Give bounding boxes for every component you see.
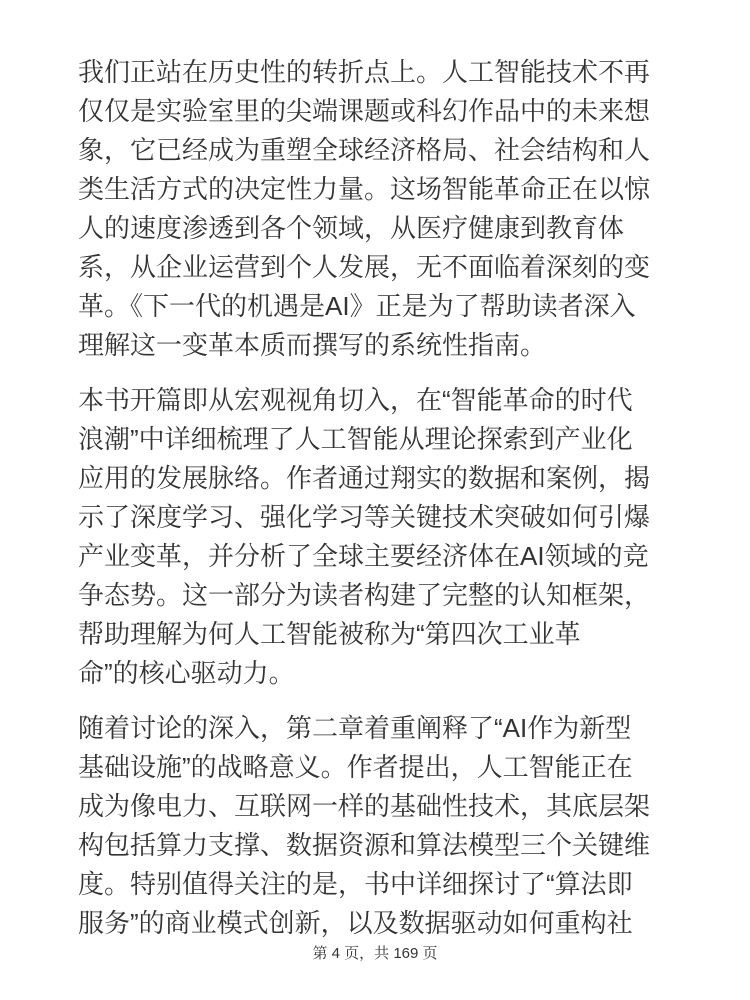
paragraph-3 [78, 709, 678, 943]
paragraph-1 [78, 53, 678, 365]
text-line: 随着讨论的深入，第二章着重阐释了“AI作为新型 [78, 713, 632, 743]
text-line: 基础设施”的战略意义。作者提出，人工智能正在 [78, 752, 633, 782]
text-line: 我们正站在历史性的转折点上。人工智能技术不再 [78, 57, 651, 87]
page-footer: 第 4 页，共 169 页 [312, 945, 438, 962]
text-line: 争态势。这一部分为读者构建了完整的认知框架， [78, 580, 651, 610]
text-line: 帮助理解为何人工智能被称为“第四次工业革 [78, 619, 581, 649]
text-line: 人的速度渗透到各个领域，从医疗健康到教育体 [78, 213, 625, 243]
text-line: 命”的核心驱动力。 [78, 658, 295, 688]
text-line: 构包括算力支撑、数据资源和算法模型三个关键维 [78, 830, 651, 860]
text-line: 成为像电力、互联网一样的基础性技术，其底层架 [78, 791, 651, 821]
text-line: 理解这一变革本质而撰写的系统性指南。 [78, 330, 547, 360]
paragraph-2 [78, 381, 678, 693]
page-body [78, 53, 678, 959]
text-line: 服务”的商业模式创新，以及数据驱动如何重构社 [78, 908, 633, 938]
text-line: 本书开篇即从宏观视角切入，在“智能革命的时代 [78, 385, 633, 415]
text-line: 应用的发展脉络。作者通过翔实的数据和案例，揭 [78, 463, 651, 493]
text-line: 类生活方式的决定性力量。这场智能革命正在以惊 [78, 174, 651, 204]
text-line: 浪潮”中详细梳理了人工智能从理论探索到产业化 [78, 424, 633, 454]
text-line: 革。《下一代的机遇是AI》正是为了帮助读者深入 [78, 291, 636, 321]
text-line: 产业变革，并分析了全球主要经济体在AI领域的竞 [78, 541, 649, 571]
text-line: 度。特别值得关注的是，书中详细探讨了“算法即 [78, 869, 633, 899]
text-line: 示了深度学习、强化学习等关键技术突破如何引爆 [78, 502, 651, 532]
text-line: 系，从企业运营到个人发展，无不面临着深刻的变 [78, 252, 651, 282]
text-line: 象，它已经成为重塑全球经济格局、社会结构和人 [78, 135, 651, 165]
text-line: 仅仅是实验室里的尖端课题或科幻作品中的未来想 [78, 96, 651, 126]
